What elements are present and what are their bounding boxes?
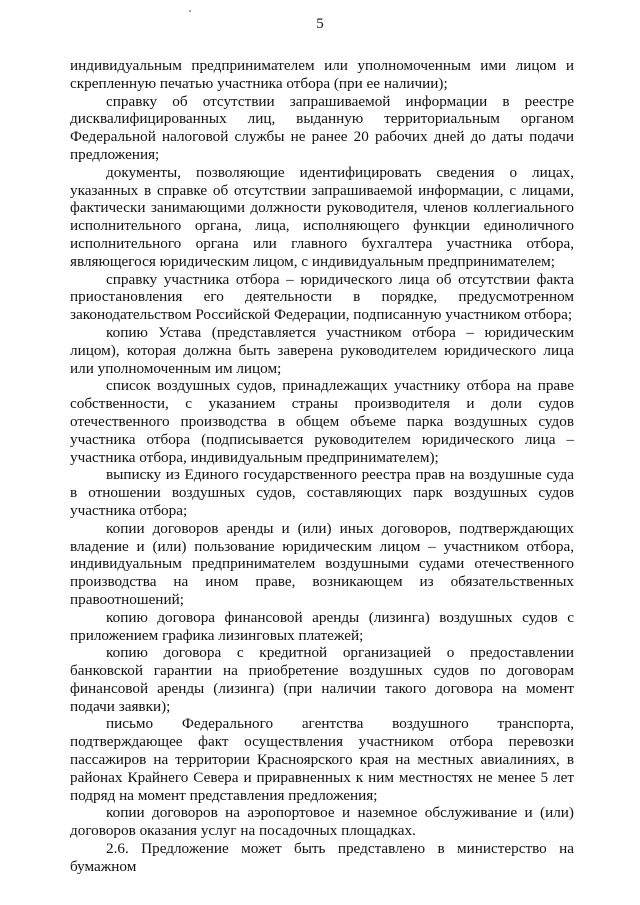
paragraph-activity-suspension-certificate: справку участника отбора – юридического лица об отсутствии факта приостановления его деятельности в порядке, предусмотренном законодательством Российской Федерации, подписанную участником отбора; [70, 270, 574, 324]
scan-speck [189, 10, 191, 12]
paragraph-leasing-contract: копию договора финансовой аренды (лизинга) воздушных судов с приложением графика лизинговых платежей; [70, 608, 574, 644]
paragraph-aircraft-list: список воздушных судов, принадлежащих участнику отбора на праве собственности, с указанием страны производителя и доли судов отечественного производства в общем объеме парка воздушных судов участника отбора (подписывается руководителем юридического лица – участника отбора, индивидуальным предпринимателем); [70, 377, 574, 466]
paragraph-identification-documents: документы, позволяющие идентифицировать сведения о лицах, указанных в справке об отсутствии запрашиваемой информации, с лицами, фактически занимающими должности руководителя, членов коллегиального исполнительного органа, лица, исполняющего функции единоличного исполнительного органа или главного бухгалтера участника отбора, являющегося юридическим лицом, с индивидуальным предпринимателем; [70, 163, 574, 270]
paragraph-airport-service-contracts: копии договоров на аэропортовое и наземное обслуживание и (или) договоров оказания услуг на посадочных площадках. [70, 804, 574, 840]
paragraph-lease-contracts: копии договоров аренды и (или) иных договоров, подтверждающих владение и (или) пользование юридическим лицом – участником отбора, индивидуальным предпринимателем воздушными судами отечественного производства на ином праве, возникающем из обязательственных правоотношений; [70, 519, 574, 608]
page-number: 5 [316, 16, 324, 32]
paragraph-disqualification-certificate: справку об отсутствии запрашиваемой информации в реестре дисквалифицированных лиц, выданную территориальным органом Федеральной налоговой службы не ранее 20 рабочих дней до даты подачи предложения; [70, 92, 574, 163]
document-body [70, 57, 574, 876]
paragraph-section-2-6: 2.6. Предложение может быть представлено в министерство на бумажном [70, 840, 574, 875]
paragraph-agency-letter: письмо Федерального агентства воздушного транспорта, подтверждающее факт осуществления участником отбора перевозки пассажиров на территории Красноярского края на местных авиалиниях, в районах Крайнего Севера и приравненных к ним местностях не менее 5 лет подряд на момент представления предложения; [70, 715, 574, 804]
paragraph-charter-copy: копию Устава (представляется участником отбора – юридическим лицом), которая должна быть заверена руководителем юридического лица или уполномоченным им лицом; [70, 323, 574, 377]
paragraph-continuation: индивидуальным предпринимателем или уполномоченным ими лицом и скрепленную печатью участника отбора (при ее наличии); [70, 57, 574, 92]
paragraph-bank-guarantee: копию договора с кредитной организацией о предоставлении банковской гарантии на приобретение воздушных судов по договорам финансовой аренды (лизинга) (при наличии такого договора на момент подачи заявки); [70, 644, 574, 715]
paragraph-registry-extract: выписку из Единого государственного реестра прав на воздушные суда в отношении воздушных судов, составляющих парк воздушных судов участника отбора; [70, 466, 574, 519]
